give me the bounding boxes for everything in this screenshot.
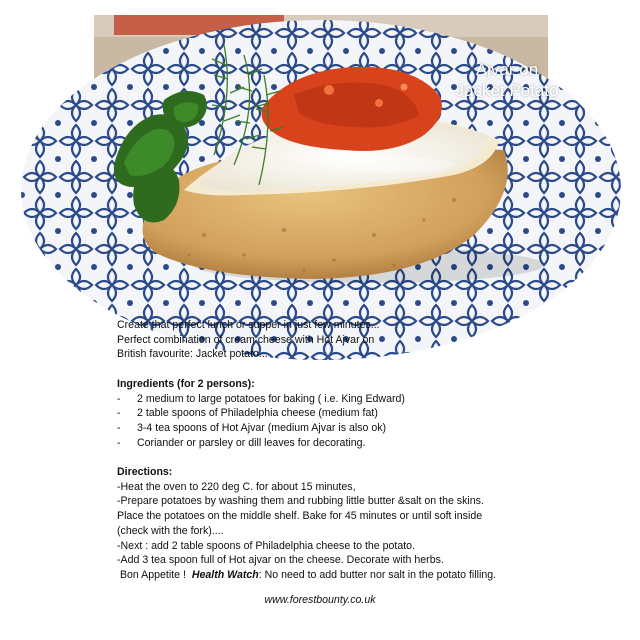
intro-line-1: Create that perfect lunch or supper in just few minutes...	[117, 319, 380, 331]
photo-title-line-1: Ajvar on	[475, 60, 539, 79]
closing-prefix: Bon Appetite !	[117, 568, 192, 581]
intro-line-3: British favourite: Jacket potato...	[117, 348, 268, 361]
direction-line: -Next : add 2 table spoons of Philadelphia cheese to the potato.	[117, 539, 416, 552]
spacer	[117, 362, 537, 377]
jacket-potato-illustration	[94, 15, 548, 296]
direction-line: -Add 3 tea spoon full of Hot ajvar on the cheese. Decorate with herbs.	[117, 554, 444, 567]
ingredient-item: - 2 medium to large potatoes for baking ( i.e. King Edward)	[117, 392, 537, 407]
ingredients-list	[117, 392, 537, 451]
closing-suffix: : No need to add butter nor salt in the potato filling.	[258, 568, 497, 581]
ingredient-item: - 2 table spoons of Philadelphia cheese (medium fat)	[117, 406, 537, 421]
directions-heading: Directions:	[117, 466, 173, 478]
direction-line: Place the potatoes on the middle shelf. Bake for 45 minutes or until soft inside	[117, 510, 483, 523]
intro-line-2: Perfect combination of cream cheese with Hot Ajvar on	[117, 333, 375, 346]
spacer	[117, 450, 537, 465]
recipe-text	[117, 318, 537, 583]
direction-line: -Heat the oven to 220 deg C. for about 15 minutes,	[117, 480, 356, 493]
website-footer: www.forestbounty.co.uk	[264, 594, 376, 606]
direction-line: -Prepare potatoes by washing them and rubbing little butter &salt on the skins.	[117, 495, 484, 508]
ingredient-item: - 3-4 tea spoons of Hot Ajvar (medium Ajvar is also ok)	[117, 421, 537, 436]
ingredient-item: - Coriander or parsley or dill leaves for decorating.	[117, 436, 537, 451]
photo-title-line-2: Jacket Potato	[455, 81, 559, 100]
photo-title	[432, 59, 582, 101]
health-watch-label: Health Watch	[191, 568, 259, 581]
recipe-photo	[94, 15, 559, 296]
direction-line: (check with the fork)....	[117, 524, 224, 537]
closing-line	[117, 568, 537, 583]
ingredients-heading: Ingredients (for 2 persons):	[117, 377, 255, 390]
